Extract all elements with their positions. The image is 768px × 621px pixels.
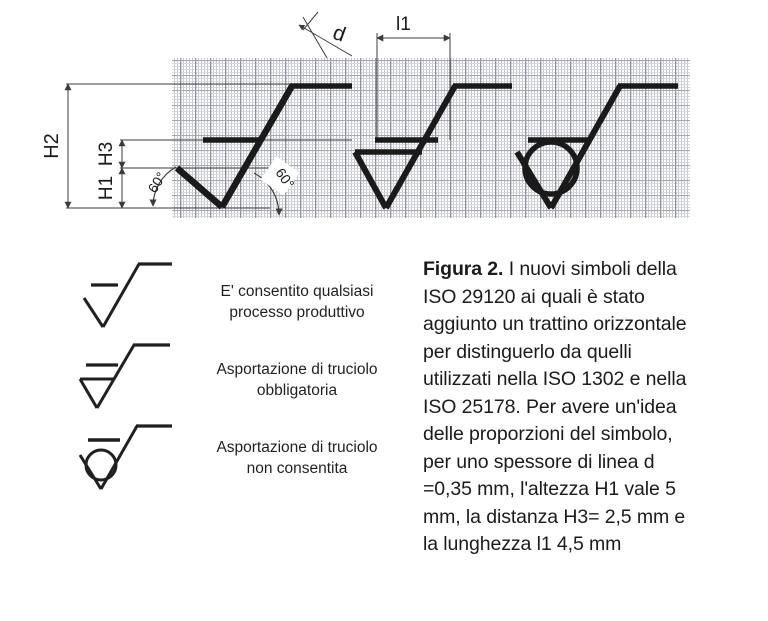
label-d: d xyxy=(329,21,349,47)
label-l1: l1 xyxy=(396,14,411,35)
figure-caption-body: I nuovi simboli della ISO 29120 ai quali è stato aggiunto un trattino orizzontale per distinguerlo da quelli utilizzati nella ISO 1302 e nella ISO 25178. Per avere un'idea delle proporzioni del simbolo, per uno spessore di linea d =0,35 mm, l'altezza H1 vale 5 mm, la distanza H3= 2,5 mm e la lunghezza l1 4,5 mm xyxy=(423,258,687,555)
label-h1: H1 xyxy=(96,175,117,201)
legend-label-0-line2: processo produttivo xyxy=(229,304,365,321)
label-angle-left: 60° xyxy=(144,169,170,196)
label-h2: H2 xyxy=(41,133,63,159)
legend-label-2-line2: non consentita xyxy=(246,460,348,477)
legend-label-0 xyxy=(192,281,402,323)
legend-label-1-line1: Asportazione di truciolo xyxy=(216,361,378,378)
legend-label-1 xyxy=(192,359,402,401)
legend-symbol-material-removal xyxy=(80,345,170,408)
legend-label-2-line1: Asportazione di truciolo xyxy=(216,439,378,456)
legend-label-0-line1: E' consentito qualsiasi xyxy=(220,283,374,300)
legend-symbol-basic xyxy=(84,264,172,327)
figure-caption-lead: Figura 2. xyxy=(423,258,504,280)
legend-symbol-no-material-removal xyxy=(80,426,172,489)
legend-label-1-line2: obbligatoria xyxy=(256,382,338,399)
label-h3: H3 xyxy=(96,141,117,167)
legend-label-2 xyxy=(192,437,402,479)
figure-caption xyxy=(423,256,691,559)
label-angle-right: 60° xyxy=(272,164,298,192)
